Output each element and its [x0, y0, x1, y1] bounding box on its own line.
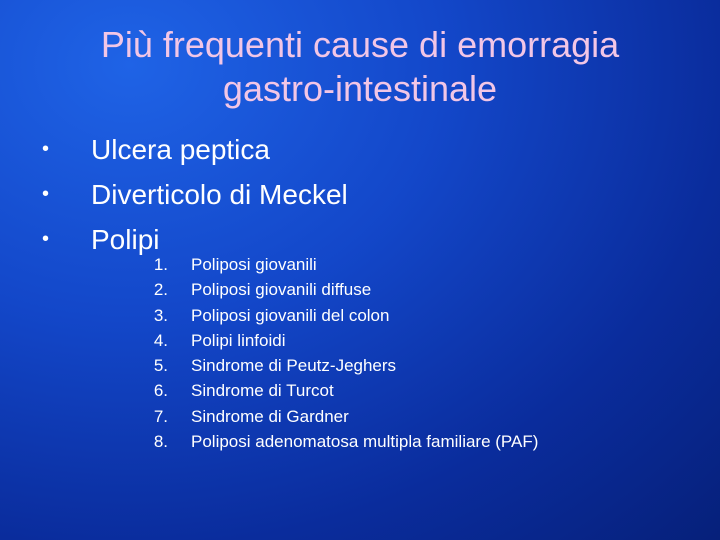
sublist-number: 1. — [153, 255, 168, 274]
sublist-text: Sindrome di Turcot — [191, 381, 334, 401]
sublist-number: 8. — [153, 432, 168, 452]
slide-title-line-2: gastro-intestinale — [222, 68, 498, 109]
bullet-icon: • — [42, 138, 50, 160]
bullet-text: Polipi — [91, 224, 160, 255]
sublist-item — [146, 378, 686, 403]
sublist-item — [146, 303, 686, 328]
sublist-number: 2. — [153, 280, 168, 300]
sublist-item — [146, 328, 686, 353]
sublist-text: Poliposi giovanili — [191, 255, 317, 274]
sublist-text: Poliposi giovanili diffuse — [191, 280, 372, 300]
bullet-icon: • — [42, 228, 50, 250]
sublist-item — [146, 404, 686, 429]
slide-title — [0, 23, 720, 111]
bullet-text: Ulcera peptica — [91, 134, 270, 165]
sublist-number: 7. — [153, 406, 168, 426]
sublist-text: Sindrome di Gardner — [191, 406, 349, 426]
sublist-item — [146, 277, 686, 302]
bullet-text: Diverticolo di Meckel — [91, 179, 348, 210]
sublist-text: Sindrome di Peutz-Jeghers — [191, 356, 397, 376]
slide-title-line-1: Più frequenti cause di emorragia — [100, 24, 620, 65]
sublist-item — [146, 353, 686, 378]
sublist-text: Polipi linfoidi — [191, 330, 286, 350]
numbered-sublist — [146, 252, 686, 454]
bullet-icon: • — [42, 183, 50, 205]
sublist-item — [146, 429, 686, 454]
sublist-item — [146, 252, 686, 277]
sublist-text: Poliposi adenomatosa multipla familiare (PAF) — [191, 432, 539, 452]
sublist-number: 5. — [153, 356, 168, 376]
sublist-number: 4. — [153, 330, 168, 350]
bullet-item — [42, 127, 682, 172]
bullet-item — [42, 172, 682, 217]
bullet-list — [42, 127, 682, 262]
sublist-text: Poliposi giovanili del colon — [191, 305, 390, 325]
sublist-number: 6. — [153, 381, 168, 401]
sublist-number: 3. — [153, 305, 168, 325]
